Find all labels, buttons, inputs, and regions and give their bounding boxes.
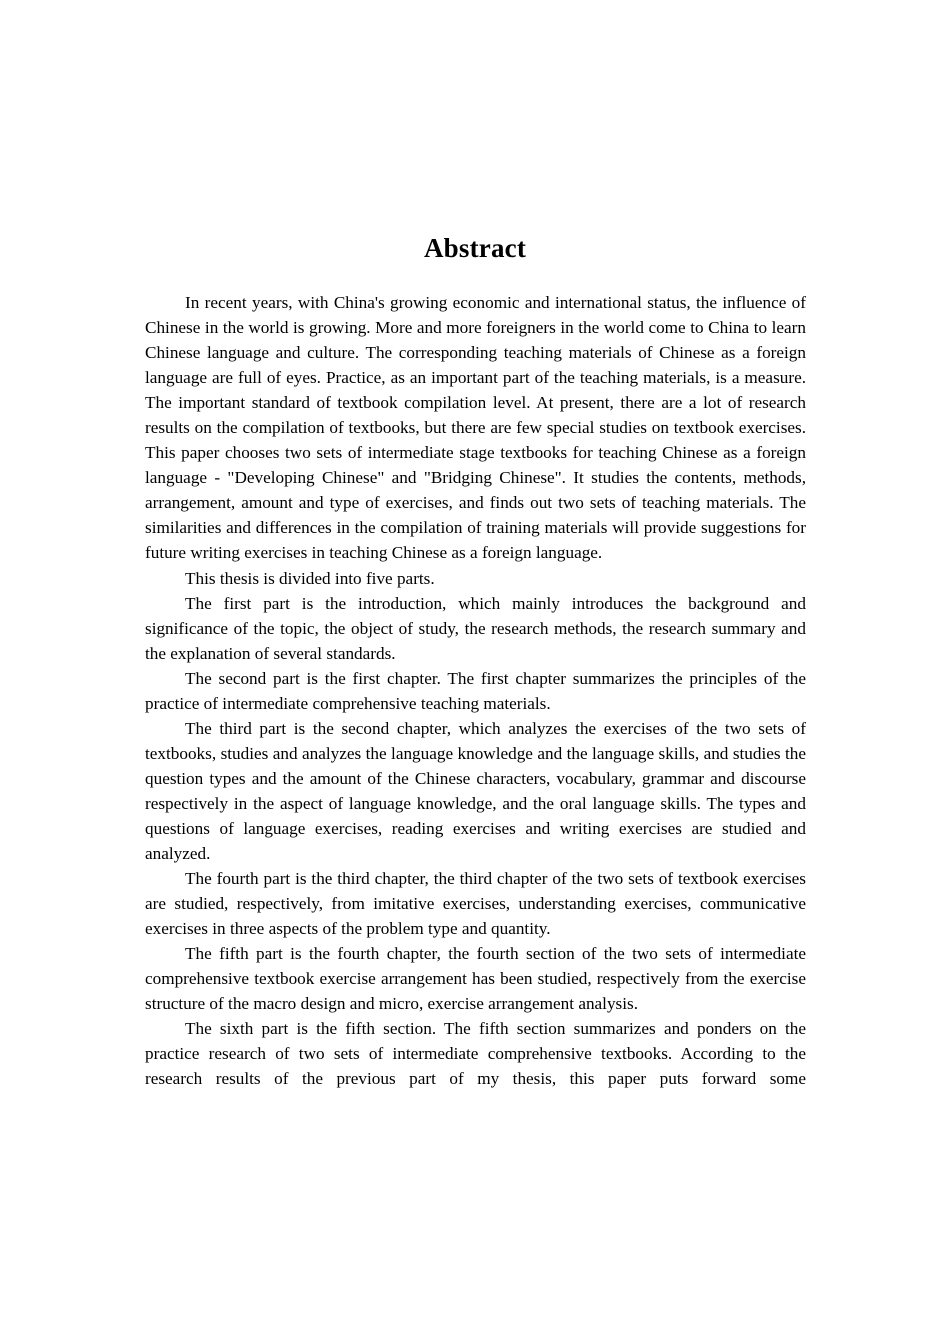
paragraph: The fifth part is the fourth chapter, the fourth section of the two sets of intermediate comprehensive textbook exercise arrangement has been studied, respectively from the exercise structure of the macro design and micro, exercise arrangement analysis.: [145, 944, 806, 1014]
paragraph: The sixth part is the fifth section. The fifth section summarizes and ponders on the practice research of two sets of intermediate comprehensive textbooks. According to the research results of the previous part of my thesis, this paper puts forward some: [145, 1019, 806, 1089]
paragraph: The third part is the second chapter, which analyzes the exercises of the two sets of textbooks, studies and analyzes the language knowledge and the language skills, and studies the question types and the amount of the Chinese characters, vocabulary, grammar and discourse respectively in the aspect of language knowledge, and the oral language skills. The types and questions of language exercises, reading exercises and writing exercises are studied and analyzed.: [145, 718, 806, 864]
paragraph: This thesis is divided into five parts.: [185, 568, 435, 588]
paragraph: In recent years, with China's growing economic and international status, the influence of Chinese in the world is growing. More and more foreigners in the world come to China to learn Chinese language and culture. The corresponding teaching materials of Chinese as a foreign language are full of eyes. Practice, as an important part of the teaching materials, is a measure. The important standard of textbook compilation level. At present, there are a lot of research results on the compilation of textbooks, but there are few special studies on textbook exercises. This paper chooses two sets of intermediate stage textbooks for teaching Chinese as a foreign language - "Developing Chinese" and "Bridging Chinese". It studies the contents, methods, arrangement, amount and type of exercises, and finds out two sets of teaching materials. The similarities and differences in the compilation of training materials will provide suggestions for future writing exercises in teaching Chinese as a foreign language.: [145, 293, 806, 563]
abstract-body: [145, 290, 806, 1092]
page-title: Abstract: [423, 233, 527, 264]
paragraph: The fourth part is the third chapter, the third chapter of the two sets of textbook exercises are studied, respectively, from imitative exercises, understanding exercises, communicative exercises in three aspects of the problem type and quantity.: [145, 869, 806, 939]
paragraph: The second part is the first chapter. The first chapter summarizes the principles of the practice of intermediate comprehensive teaching materials.: [145, 668, 806, 713]
paragraph: The first part is the introduction, which mainly introduces the background and significance of the topic, the object of study, the research methods, the research summary and the explanation of several standards.: [145, 593, 806, 663]
